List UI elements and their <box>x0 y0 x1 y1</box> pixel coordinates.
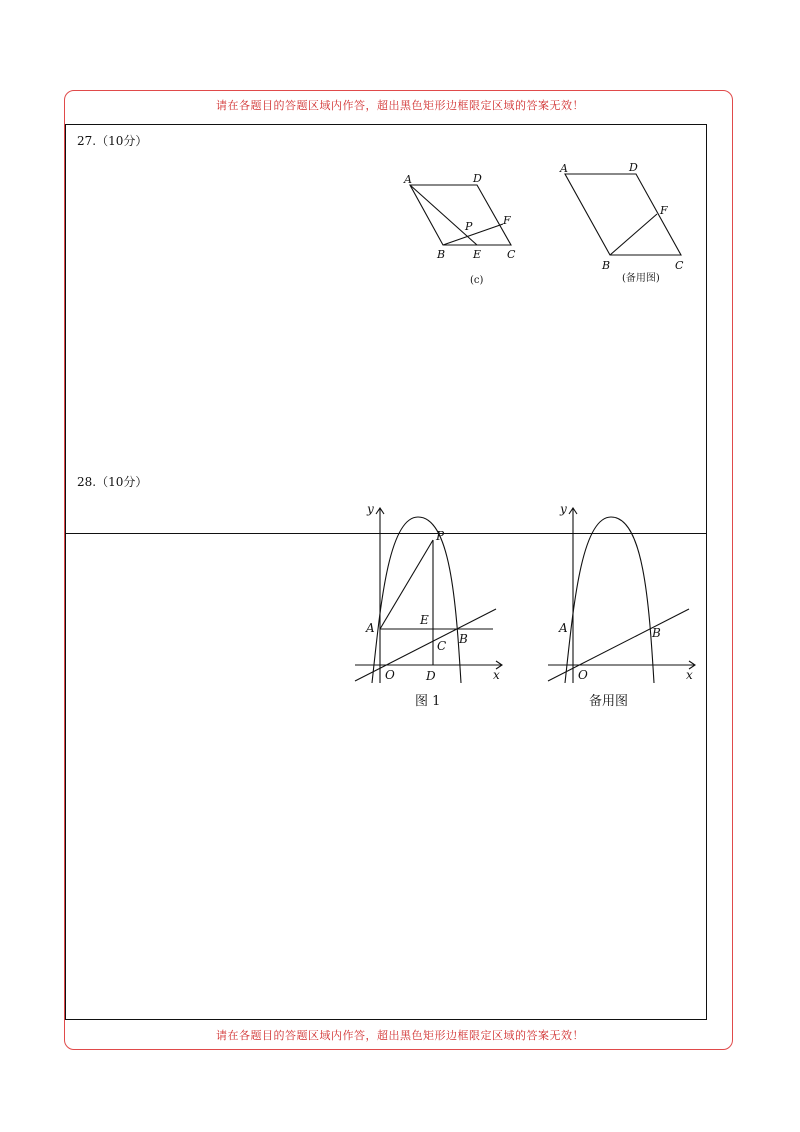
fig-c-label-B: B <box>437 248 446 261</box>
notice-bottom: 请在各题目的答题区域内作答，超出黑色矩形边框限定区域的答案无效！ <box>216 1029 584 1042</box>
spare27-label-C: C <box>675 259 684 272</box>
spare28-label-A: A <box>559 621 568 635</box>
spare28-caption: 备用图 <box>589 694 629 709</box>
fig-c-label-A: A <box>404 173 412 186</box>
spare27-caption: (备用图) <box>622 273 660 284</box>
q28-figure-spare <box>548 508 695 683</box>
q27-figure-c <box>410 185 511 245</box>
spare27-label-A: A <box>560 162 568 175</box>
fig1-label-B: B <box>459 632 468 646</box>
fig-c-label-F: F <box>503 214 511 227</box>
question-27-label: 27.（10分） <box>77 134 148 148</box>
spare27-label-D: D <box>629 161 638 174</box>
spare28-label-y: y <box>560 502 567 516</box>
fig1-label-D: D <box>426 669 436 683</box>
fig1-label-y: y <box>367 502 374 516</box>
fig-c-label-P: P <box>465 220 473 233</box>
spare27-label-F: F <box>660 204 668 217</box>
spare28-label-x: x <box>686 668 693 682</box>
fig-c-label-C: C <box>507 248 516 261</box>
q28-figure-1 <box>355 508 502 683</box>
fig1-label-x: x <box>493 668 500 682</box>
fig1-label-C: C <box>437 639 447 653</box>
question-28-label: 28.（10分） <box>77 475 148 489</box>
spare28-label-O: O <box>578 668 588 682</box>
fig1-label-E: E <box>420 613 429 627</box>
notice-top: 请在各题目的答题区域内作答，超出黑色矩形边框限定区域的答案无效！ <box>216 99 584 112</box>
fig1-label-A: A <box>366 621 375 635</box>
spare27-label-B: B <box>602 259 611 272</box>
fig1-label-O: O <box>385 668 395 682</box>
fig-c-caption: (c) <box>470 275 484 286</box>
fig1-label-P: P <box>436 529 445 543</box>
fig-c-label-E: E <box>473 248 482 261</box>
spare28-label-B: B <box>652 626 661 640</box>
fig-c-label-D: D <box>473 172 482 185</box>
fig1-caption: 图 1 <box>415 694 441 709</box>
